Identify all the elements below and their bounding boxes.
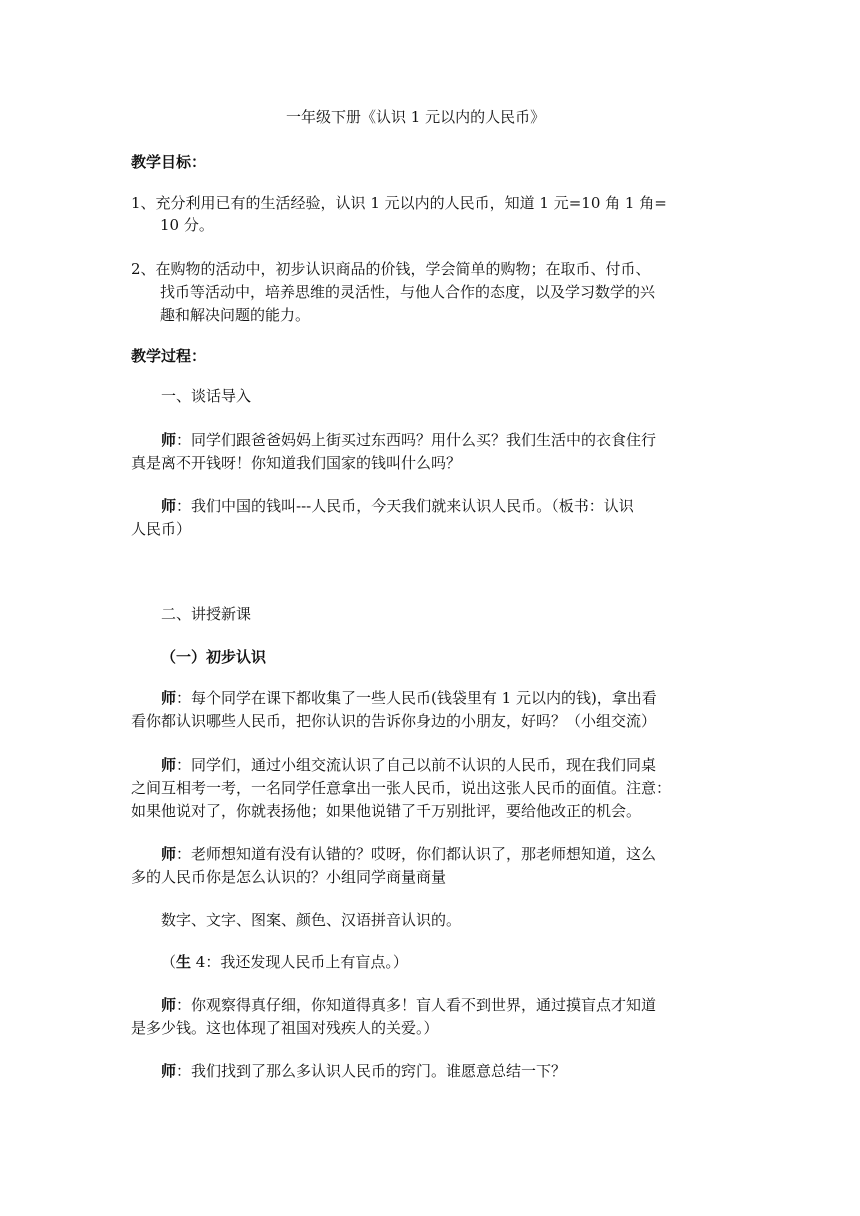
para-9-line-1 xyxy=(161,1061,566,1081)
para-5-line-1 xyxy=(161,844,656,864)
para-5-line-2: 多的人民币你是怎么认识的？小组同学商量商量 xyxy=(131,868,447,886)
objective-1-line-2: 10 分。 xyxy=(160,216,214,234)
objective-2-line-3: 趣和解决问题的能力。 xyxy=(160,306,311,324)
document-title: 一年级下册《认识 1 元以内的人民币》 xyxy=(286,108,546,126)
para-5-text: ：老师想知道有没有认错的？哎呀，你们都认识了，那老师想知道，这么 xyxy=(176,845,657,863)
para-6: 数字、文字、图案、颜色、汉语拼音认识的。 xyxy=(161,911,462,929)
speaker-label: 师 xyxy=(161,431,177,449)
speaker-label: 师 xyxy=(161,756,177,774)
para-4-line-2: 之间互相考一考，一名同学任意拿出一张人民币，说出这张人民币的面值。注意： xyxy=(131,779,672,797)
para-3-line-2: 看你都认识哪些人民币，把你认识的告诉你身边的小朋友，好吗？（小组交流） xyxy=(131,712,657,730)
speaker-label: 师 xyxy=(161,497,177,515)
para-2-line-1 xyxy=(161,496,634,516)
subsection-1-heading: （一）初步认识 xyxy=(161,648,267,666)
speaker-label: 师 xyxy=(161,996,177,1014)
para-2-text: ：我们中国的钱叫---人民币，今天我们就来认识人民币。（板书：认识 xyxy=(176,497,634,515)
objectives-heading: 教学目标： xyxy=(131,153,207,171)
para-1-line-1 xyxy=(161,430,656,450)
para-2-line-2: 人民币） xyxy=(131,520,192,538)
para-3-text: ：每个同学在课下都收集了一些人民币(钱袋里有 1 元以内的钱)，拿出看 xyxy=(176,689,657,707)
para-8-line-1 xyxy=(161,995,656,1015)
para-1-text: ：同学们跟爸爸妈妈上街买过东西吗？用什么买？我们生活中的衣食住行 xyxy=(176,431,657,449)
para-4-line-1 xyxy=(161,755,656,775)
speaker-label: 师 xyxy=(161,1062,177,1080)
process-heading: 教学过程： xyxy=(131,347,207,365)
para-3-line-1 xyxy=(161,688,657,708)
objective-1-line-1: 1、充分利用已有的生活经验，认识 1 元以内的人民币，知道 1 元=10 角 1 角= xyxy=(131,194,667,212)
section-1-heading: 一、谈话导入 xyxy=(161,387,252,405)
para-4-line-3: 如果他说对了，你就表扬他；如果他说错了千万别批评，要给他改正的机会。 xyxy=(131,802,642,820)
paren-open: （ xyxy=(161,953,177,971)
para-7-text: 4：我还发现人民币上有盲点。） xyxy=(191,953,408,971)
section-2-heading: 二、讲授新课 xyxy=(161,605,252,623)
para-1-line-2: 真是离不开钱呀！你知道我们国家的钱叫什么吗？ xyxy=(131,454,462,472)
para-8-text: ：你观察得真仔细，你知道得真多！盲人看不到世界，通过摸盲点才知道 xyxy=(176,996,657,1014)
speaker-label: 师 xyxy=(161,845,177,863)
objective-2-line-1: 2、在购物的活动中，初步认识商品的价钱，学会简单的购物；在取币、付币、 xyxy=(131,260,651,278)
speaker-label: 师 xyxy=(161,689,177,707)
para-4-text: ：同学们，通过小组交流认识了自己以前不认识的人民币，现在我们同桌 xyxy=(176,756,657,774)
objective-2-line-2: 找币等活动中，培养思维的灵活性，与他人合作的态度，以及学习数学的兴 xyxy=(160,283,656,301)
speaker-label: 生 xyxy=(176,953,192,971)
para-8-line-2: 是多少钱。这也体现了祖国对残疾人的关爱。） xyxy=(131,1019,439,1037)
para-7 xyxy=(161,952,408,972)
para-9-text: ：我们找到了那么多认识人民币的窍门。谁愿意总结一下？ xyxy=(176,1062,567,1080)
